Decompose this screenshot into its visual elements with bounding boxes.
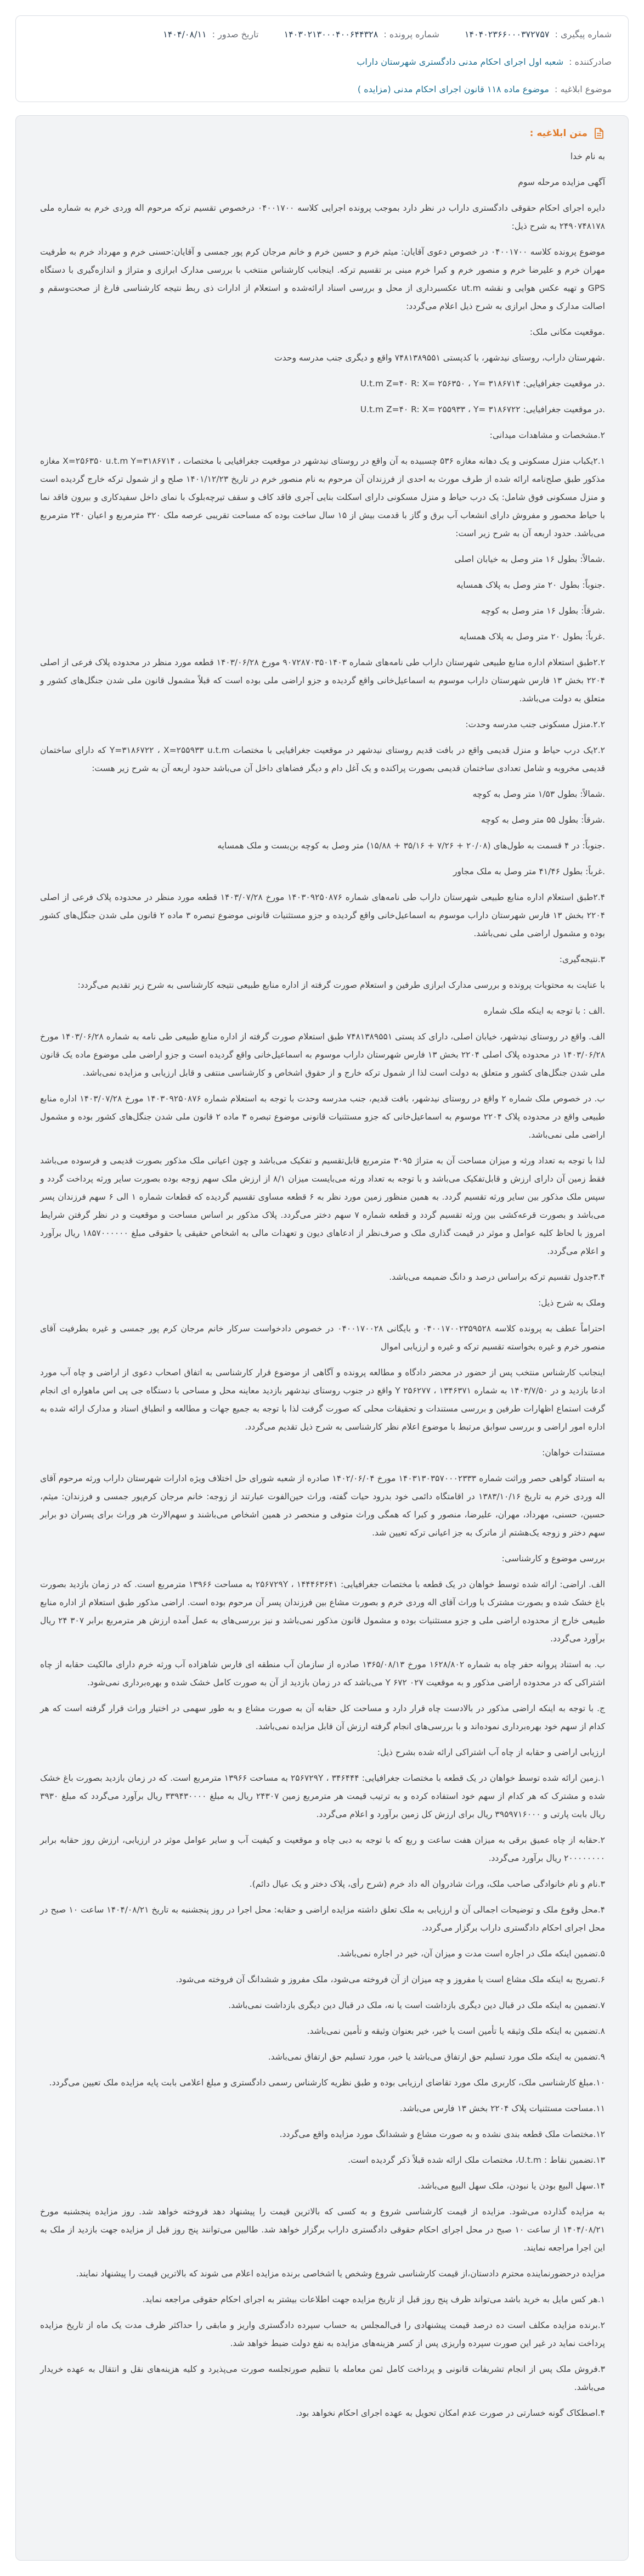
- issue-date-label: تاریخ صدور :: [212, 29, 259, 40]
- notice-paragraph: با عنایت به محتویات پرونده و بررسی مدارک ابرازی طرفین و استعلام صورت گرفته از اداره منابع طبیعی نتیجه کارشناسی به شرح زیر تقدیم می‌گردد:: [77, 980, 605, 990]
- notice-content-card: [15, 115, 629, 2561]
- notice-paragraph: .شهرستان داراب، روستای نیدشهر، با کدپستی ۷۴۸۱۳۸۹۵۵۱ واقع و دیگری جنب مدرسه وحدت: [274, 353, 605, 363]
- notice-paragraph: به استناد گواهی حصر وراثت شماره ۱۴۰۳۱۳۰۳۵۷۰۰۰۲۳۳۳ مورخ ۱۴۰۲/۰۶/۰۴ صادره از شعبه شورای حل اختلاف ویژه ادارات شهرستان داراب ورثه مرحوم آقای اله وردی خرم به تاریخ ۱۳۸۳/۱۰/۱۶ در اقامتگاه دائمی خود بدرود حیات گفته، وراث حین‌الفوت عبارتند از زوجه: خانم مرجان کرم‌پور جمسی و فرزندان: میثم، حسین، حسنی، مهرداد، مهران، علیرضا، منصور و کبرا که همگی وراث متوفی و منحصر در همین اشخاص می‌باشند و سهم‌الارث هر وراث برای پسران دو برابر سهم دختر و زوجه یک‌هشتم از ماترک به جز اعیانی ترکه تعیین شد.: [40, 1473, 605, 1538]
- notice-paragraph: ۴.محل وقوع ملک و توضیحات اجمالی آن و ارزیابی به ملک تعلق داشته مزایده اراضی و حقابه: محل اجرا در روز پنجشنبه به تاریخ ۱۴۰۴/۰۸/۲۱ ساعت ۱۰ صبح در محل اجرای احکام دادگستری داراب برگزار می‌گردد.: [40, 1905, 605, 1933]
- meta-row-issuer: [32, 55, 612, 69]
- issue-date-value: ۱۴۰۴/۰۸/۱۱: [163, 29, 207, 40]
- notice-paragraph: ۱۰.مبلغ کارشناسی ملک، کاربری ملک مورد تقاضای ارزیابی بوده و طبق نظریه کارشناس رسمی دادگستری و مبلغ اعلامی بابت پایه مزایده ملک تعیین می‌گردد.: [49, 2078, 605, 2088]
- notice-meta-card: [15, 15, 629, 102]
- notice-paragraph: .غرباً: بطول ۴۱/۴۶ متر وصل به ملک مجاور: [453, 867, 605, 876]
- notice-paragraph: .شرقاً: بطول ۵۵ متر وصل به کوچه: [481, 815, 605, 825]
- notice-paragraph: ۱.زمین ارائه شده توسط خواهان در یک قطعه با مختصات جغرافیایی: ۳۴۶۴۴۴ ، ۲۵۶۷۲۹Y به مساحت ۱۳۹۶۶ مترمربع است. که در زمان بازدید بصورت باغ خشک شده و مشترک که هر کدام از سهم خود استفاده کرده و به ترتیب قیمت هر مترمربع زمین ۲۴۳۰۷ ریال به مبلغ ۳۳۹۴۳۰۰۰۰ ریال برآورد می‌گردد که مبلغ ۳۹۳۰ ریال بابت پارتی و ۳۹۵۹۷۱۶۰۰۰ ریال برای ارزش کل زمین برآورد و اعلام می‌گردد.: [40, 1773, 606, 1819]
- notice-paragraph: وملک به شرح ذیل:: [538, 1298, 605, 1308]
- notice-paragraph: .در موقعیت جغرافیایی: U.t.m Z=۴۰ R: X= ۲۵۵۹۳۳ ، Y= ۳۱۸۶۷۲۲: [360, 404, 605, 414]
- notice-paragraph: لذا با توجه به تعداد ورثه و میزان مساحت آن به متراژ ۳۰۹۵ مترمربع قابل‌تقسیم و تفکیک می‌باشد و چون اعیانی ملک مذکور بصورت قدیمی و فرسوده می‌باشد فقط زمین آن دارای ارزش و قابل‌تفکیک می‌باشد و با توجه به تعداد ورثه می‌بایست میزان ۸/۱ از ارزش ملک سهم زوجه بوده بصورت سایر ورثه پرداخت گردد و سپس ملک مذکور بین سایر ورثه تقسیم گردد. به همین منظور زمین مورد نظر به ۶ قطعه مساوی تقسیم گردیده که قطعات شماره ۱ الی ۶ سهم فرزندان پسر می‌باشد و بصورت قرعه‌کشی بین ورثه تقسیم گردد و قطعه شماره ۷ سهم دختر می‌گردد. پلاک مذکور بر اساس مساحت و موقعیت و در نظر گرفتن شرایط امروز با لحاظ کلیه عوامل و موثر در قیمت گذاری ملک و صرف‌نظر از ادعاهای دیون و تعهدات مالی به اشخاص حقیقی یا حقوقی مبلغ ۱۸۵۷۰۰۰۰۰۰ ریال برآورد و اعلام می‌گردد.: [40, 1156, 606, 1256]
- issuer-label: صادرکننده :: [569, 57, 612, 67]
- notice-paragraph: .غرباً: بطول ۲۰ متر وصل به پلاک همسایه: [459, 632, 605, 642]
- notice-paragraph: ۸.تضمین به اینکه ملک وثیقه یا تأمین است یا خیر، خیر بعنوان وثیقه و تأمین نمی‌باشد.: [307, 2026, 605, 2036]
- notice-paragraph: ۱.هر کس مایل به خرید باشد می‌تواند ظرف پنج روز قبل از تاریخ مزایده جهت اطلاعات بیشتر به اجرای احکام حقوقی مراجعه نماید.: [142, 2294, 605, 2304]
- notice-paragraph: ۱۳.تضمین نقاط : U.t.m، مختصات ملک ارائه شده قبلاً ذکر گردیده است.: [348, 2155, 605, 2165]
- notice-paragraph: ب. به استناد پروانه حفر چاه به شماره ۱۶۲۸/۸۰۲ مورخ ۱۳۶۵/۰۸/۱۳ صادره از سازمان آب منطقه ای فارس شاهزاده آب ورثه خرم دارای مالکیت حقابه از چاه اشتراکی که در محدوده اراضی مذکور و به موقعیت ۰۲۷ ۶۷۲ Y می‌باشد که در زمان بازدید از آن به صورت کامل خشک شده و بهره‌برداری نمی‌شود.: [40, 1660, 605, 1688]
- notice-paragraph: ۳.۴جدول تقسیم ترکه براساس درصد و دانگ ضمیمه می‌باشد.: [389, 1272, 605, 1282]
- notice-paragraph: دایره اجرای احکام حقوقی دادگستری داراب در نظر دارد بموجب پرونده اجرایی کلاسه ۰۴۰۰۱۷۰۰ درخصوص تقسیم ترکه مرحوم اله وردی خرم به شماره ملی ۲۴۹۰۷۴۸۱۷۸ به شرح ذیل:: [40, 203, 605, 231]
- notice-paragraph: ب. در خصوص ملک شماره ۲ واقع در روستای نیدشهر، بافت قدیم، جنب مدرسه وحدت با توجه به استعلام شماره ۱۴۰۳۰۹۲۵۰۸۷۶ مورخ ۱۴۰۳/۰۷/۲۸ اداره منابع طبیعی واقع در محدوده پلاک ۲۲۰۴ موسوم به اسماعیل‌خانی که جزو مستثنیات قانونی موضوع تبصره ۳ ماده ۲ قانون ملی شدن جنگل‌های کشور بوده و مشمول اراضی ملی نمی‌باشد.: [40, 1094, 605, 1140]
- notice-paragraph: آگهی مزایده مرحله سوم: [518, 177, 605, 187]
- notice-paragraph: .جنوباً: در ۴ قسمت به طول‌های (۲۰/۰۸ + ۷/۲۶ + ۳۵/۱۶ + ۱۵/۸۸) متر وصل به کوچه بن‌بست و ملک همسایه: [217, 841, 605, 851]
- file-number-label: شماره پرونده :: [383, 29, 439, 40]
- meta-row-ids: [32, 28, 612, 41]
- notice-paragraph: .در موقعیت جغرافیایی: U.t.m Z=۴۰ R: X= ۲۵۶۳۵۰ ، Y= ۳۱۸۶۷۱۴: [360, 379, 605, 389]
- document-icon: [593, 127, 605, 139]
- notice-paragraph: ۱۲.مختصات ملک قطعه بندی نشده و به صورت مشاع و ششدانگ مورد مزایده واقع می‌گردد.: [279, 2129, 605, 2139]
- content-heading-title: متن ابلاغیه :: [529, 128, 587, 139]
- notice-paragraph: ارزیابی اراضی و حقابه از چاه آب اشتراکی ارائه شده بشرح ذیل:: [377, 1747, 605, 1757]
- notice-paragraph: موضوع پرونده کلاسه ۰۴۰۰۱۷۰۰ در خصوص دعوی آقایان: میثم خرم و حسین خرم و خانم مرجان کرم پور جمسی و آقایان:حسنی خرم و مهرداد خرم به طرفیت مهران خرم و علیرضا خرم و منصور خرم و کبرا خرم مبنی بر تقسیم ترکه. اینجانب کارشناس منتخب با بررسی مدارک ابرازی و متراژ و اندازه‌گیری با دستگاه GPS و تهیه عکس هوایی و نقشه ut.m عکسبرداری از محل و بررسی اسناد ارائه‌شده و استعلام از ادارات ذی ربط نتیجه کارشناسی فارغ از صحت‌وسقم و اصالت مدارک و محل ابرازی به شرح ذیل اعلام می‌گردد:: [40, 247, 606, 311]
- file-number-value: ۱۴۰۳۰۲۱۳۰۰۰۴۰۰۶۴۴۳۲۸: [284, 29, 379, 40]
- subject-value: موضوع ماده ۱۱۸ قانون اجرای احکام مدنی (مزایده ): [357, 84, 549, 94]
- notice-paragraph: ۲.۴طبق استعلام اداره منابع طبیعی شهرستان داراب طی نامه‌های شماره ۱۴۰۳۰۹۲۵۰۸۷۶ مورخ ۱۴۰۳/۰۷/۲۸ قطعه مورد منظر در محدوده پلاک فرعی از اصلی ۲۲۰۴ بخش ۱۳ فارس شهرستان داراب موسوم به اسماعیل‌خانی واقع گردیده و جزو مستثنیات قانونی موضوع تبصره ۳ ماده ۲ قانون ملی شدن جنگل‌های کشور بوده و مشمول اراضی ملی نمی‌باشد.: [40, 892, 605, 938]
- notice-paragraph: ۲.۲یک درب حیاط و منزل قدیمی واقع در بافت قدیم روستای نیدشهر در موقعیت جغرافیایی با مختصات Y=۳۱۸۶۷۲۲ ، X=۲۵۵۹۳۳ u.t.m که دارای ساختمان قدیمی مخروبه و شامل تعدادی ساختمان قدیمی بصورت پراکنده و یک آغل دام و دیگر فضاهای داخل آن می‌باشد حدود اربعه آن به شرح زیر هست:: [40, 745, 605, 773]
- notice-paragraph: .شرقاً: بطول ۱۶ متر وصل به کوچه: [481, 606, 605, 616]
- notice-paragraph: .جنوباً: بطول ۲۰ متر وصل به پلاک همسایه: [456, 580, 605, 590]
- notice-paragraph: ۳.فروش ملک پس از انجام تشریفات قانونی و پرداخت کامل ثمن معامله با تنظیم صورتجلسه صورت می‌پذیرد و کلیه هزینه‌های نقل و انتقال به عهده خریدار می‌باشد.: [40, 2364, 605, 2392]
- notice-paragraph: الف. واقع در روستای نیدشهر، خیابان اصلی، دارای کد پستی ۷۴۸۱۳۸۹۵۵۱ طبق استعلام صورت گرفته از اداره منابع طبیعی طی نامه به شماره ۱۴۰۳/۰۶/۲۸ مورخ ۱۴۰۳/۰۶/۲۸ در محدوده پلاک اصلی ۲۲۰۴ بخش ۱۳ فارس شهرستان داراب موسوم به اسماعیل‌خانی واقع گردیده است و جزو اراضی ملی موضوع ماده یک قانون ملی شدن جنگل‌های کشور و متعلق به دولت است لذا از شمول ترکه خارج و از حقوق اشخاص و کارشناسی منتفی و قابل ارزیابی و مزایده نمی‌باشد.: [40, 1032, 606, 1078]
- tracking-number-value: ۱۴۰۴۰۲۳۶۶۰۰۰۳۷۲۷۵۷: [464, 29, 550, 40]
- notice-paragraph: ۳.نام و نام خانوادگی صاحب ملک، وراث شادروان اله داد خرم (شرح رأی، پلاک دختر و یک عیال دائم).: [249, 1879, 605, 1889]
- notice-paragraph: به نام خدا: [570, 151, 605, 161]
- notice-paragraph: ۲.۲.منزل مسکونی جنب مدرسه وحدت:: [465, 719, 605, 729]
- notice-paragraph: ۳.نتیجه‌گیری:: [559, 954, 605, 964]
- notice-paragraph: ۲.۲طبق استعلام اداره منابع طبیعی شهرستان داراب طی نامه‌های شماره ۹۰۷۲۸۷۰۳۵۰۱۴۰۳ مورخ ۱۴۰۳/۰۶/۲۸ قطعه مورد منظر در محدوده پلاک فرعی از اصلی ۲۲۰۴ بخش ۱۳ فارس شهرستان داراب موسوم به اسماعیل‌خانی واقع گردیده و جزو اراضی ملی بوده است که قبلاً مشمول قانون ملی شدن جنگل‌های کشور و متعلق به دولت می‌باشد.: [40, 657, 606, 704]
- notice-paragraph: ۴.اصطکاک گونه خسارتی در صورت عدم امکان تحویل به عهده اجرای احکام نخواهد بود.: [296, 2408, 605, 2418]
- notice-paragraph: اینجانب کارشناس منتخب پس از حضور در محضر دادگاه و مطالعه پرونده و آگاهی از موضوع قرار کارشناسی به اتفاق اصحاب دعوی از اراضی و چاه آب مورد ادعا بازدید و در ۱۴۰۳/۷/۵۰ به شماره ۱۳۴۶۳۷۱ ، ۲۵۶۲۷۷ Y واقع در جنوب روستای نیدشهر بازدید معاینه محل و مساحی با دستگاه جی پی اس ماهواره ای انجام گرفت استماع اظهارات طرفین و بررسی مستندات و تحقیقات محلی که صورت گرفت لذا با توجه به جمیع جهات و مطالعه و انطباق اسناد و مدارک ارائه شده به اداره امور اراضی و بررسی سوابق مرتبط با موضوع اعلام نظر کارشناسی به شرح ذیل تقدیم می‌گردد.: [40, 1368, 605, 1432]
- notice-paragraph: ۶.تصریح به اینکه ملک مشاع است یا مفروز و چه میزان از آن فروخته می‌شود، ملک مفروز و ششدانگ آن فروخته می‌شود.: [176, 1975, 605, 1984]
- content-heading: [40, 119, 605, 148]
- notice-paragraph: .شمالاً: بطول ۱/۵۳ متر وصل به کوچه: [472, 789, 605, 799]
- notice-paragraph: ۲.۱یکباب منزل مسکونی و یک دهانه مغازه ۵۳۶ چسبیده به آن واقع در روستای نیدشهر در موقعیت جغرافیایی با مختصات ، X=۲۵۶۳۵۰ u.t.m Y=۳۱۸۶۷۱۴ مغازه مذکور طبق صلح‌نامه ارائه شده از طرف مورث به احدی از فرزندان آن مرحوم به نام منصور خرم در تاریخ ۱۴۰۱/۱۲/۲۳ صلح و از شمول ترکه خارج گردیده است و منزل مسکونی فوق شامل: یک درب حیاط و منزل مسکونی دارای اسکلت بنایی آجری فاقد کاف و سقف تیرچه‌بلوک با نمای داخل سفیدکاری و بیرون فاقد نما با حیاط محصور و مفروش دارای انشعاب آب برق و گاز با قدمت بیش از ۱۵ سال ساخت بوده که مساحت تقریبی عرصه ملک ۳۲۰ مترمربع و اعیان ۲۴۰ مترمربع می‌باشد. حدود اربعه آن به شرح زیر است:: [40, 456, 606, 538]
- notice-paragraph: احتراماً عطف به پرونده کلاسه ۰۴۰۰۱۷۰۰۲۳۵۹۵۲۸ و بایگانی ۰۴۰۰۱۷۰۰۲۸ در خصوص دادخواست سرکار خانم مرجان کرم پور جمسی و غیره بطرفیت آقای منصور خرم و غیره بخواسته تقسیم ترکه و غیره و ارزیابی اموال: [40, 1324, 605, 1352]
- meta-row-subject: [32, 83, 612, 96]
- notice-paragraph: بررسی موضوع و کارشناسی:: [501, 1554, 605, 1563]
- notice-paragraph: ۵.تضمین اینکه ملک در اجاره است مدت و میزان آن، خیر در اجاره نمی‌باشد.: [337, 1949, 605, 1959]
- subject-label: موضوع ابلاغیه :: [554, 84, 612, 94]
- notice-paragraph: ۲.برنده مزایده مکلف است ده درصد قیمت پیشنهادی را فی‌المجلس به حساب سپرده دادگستری واریز و مابقی را حداکثر ظرف مدت یک ماه از تاریخ مزایده پرداخت نماید در غیر این صورت سپرده واریزی پس از کسر هزینه‌های مزایده به نفع دولت ضبط خواهد شد.: [40, 2320, 605, 2348]
- notice-paragraph: ج. با توجه به اینکه اراضی مذکور در بالادست چاه قرار دارد و مساحت کل حقابه آن به صورت مشاع و به طور سهمی در اختیار وراث قرار گرفته است که هر کدام از سهم خود بهره‌برداری نموده‌اند و با بررسی‌های انجام گرفته ارزش آن قابل مزایده نمی‌باشد.: [40, 1703, 605, 1731]
- notice-paragraph: به مزایده گذارده می‌شود. مزایده از قیمت کارشناسی شروع و به کسی که بالاترین قیمت را پیشنهاد دهد فروخته خواهد شد. روز مزایده پنجشنبه مورخ ۱۴۰۴/۰۸/۲۱ از ساعت ۱۰ صبح در محل اجرای احکام حقوقی دادگستری داراب برگزار خواهد شد. طالبین می‌توانند پنج روز قبل از مزایده جهت بازدید از ملک به این اجرا مراجعه نمایند.: [40, 2207, 605, 2253]
- notice-paragraph: ۲.مشخصات و مشاهدات میدانی:: [489, 430, 605, 440]
- notice-paragraph: .شمالاً: بطول ۱۶ متر وصل به خیابان اصلی: [454, 554, 605, 564]
- notice-paragraph: ۲.حقابه از چاه عمیق برقی به میزان هفت ساعت و ربع که با توجه به دبی چاه و موقعیت و کیفیت آب و سایر عوامل موثر در ارزیابی، ارزش روز حقابه برابر ۲۰۰۰۰۰۰۰۰ ریال برآورد می‌گردد.: [40, 1835, 605, 1863]
- notice-paragraph: الف. اراضی: ارائه شده توسط خواهان در یک قطعه با مختصات جغرافیایی: ۱۴۴۴۶۳۶۴۱ ، ۲۵۶۷۲۹Y به مساحت ۱۳۹۶۶ مترمربع است. که در زمان بازدید بصورت باغ خشک شده و بصورت مشترک با وراث آقای اله وردی خرم و بصورت مشاع بین فرزندان پسر آن مرحوم بوده است. اراضی مذکور طبق استعلام از اداره منابع طبیعی خارج از محدوده اراضی ملی و جزو مستثنیات بوده و مشمول قانون مذکور نمی‌باشد و نیز بررسی‌های به عمل آمده ارزش هر مترمربع برابر ۳۰۷ ۲۴ ریال برآورد می‌گردد.: [40, 1579, 606, 1644]
- notice-paragraph: ۷.تضمین به اینکه ملک در قبال دین دیگری بازداشت است یا نه، ملک در قبال دین دیگری بازداشت نمی‌باشد.: [228, 2000, 605, 2010]
- notice-body: [40, 148, 605, 2422]
- notice-paragraph: .الف : با توجه به اینکه ملک شماره: [483, 1006, 605, 1016]
- notice-paragraph: مزایده درحضورنماینده محترم دادستان،از قیمت کارشناسی شروع وشخص یا اشخاصی برنده مزایده اعلام می شوند که بالاترین قیمت را پیشنهاد نمایند.: [76, 2269, 605, 2279]
- notice-paragraph: مستندات خواهان:: [542, 1448, 605, 1458]
- notice-paragraph: .موقعیت مکانی ملک:: [529, 327, 605, 337]
- tracking-number-label: شماره پیگیری :: [555, 29, 612, 40]
- notice-paragraph: ۱۱.مساحت مستثنیات پلاک ۲۲۰۴ بخش ۱۳ فارس می‌باشد.: [399, 2103, 605, 2113]
- notice-paragraph: ۱۴.سهل البیع بودن یا نبودن، ملک سهل البیع می‌باشد.: [417, 2181, 605, 2191]
- issuer-value: شعبه اول اجرای احکام مدنی دادگستری شهرستان داراب: [357, 57, 564, 67]
- notice-paragraph: ۹.تضمین به اینکه ملک مورد تسلیم حق ارتفاق می‌باشد یا خیر، مورد تسلیم حق ارتفاق نمی‌باشد.: [268, 2052, 605, 2062]
